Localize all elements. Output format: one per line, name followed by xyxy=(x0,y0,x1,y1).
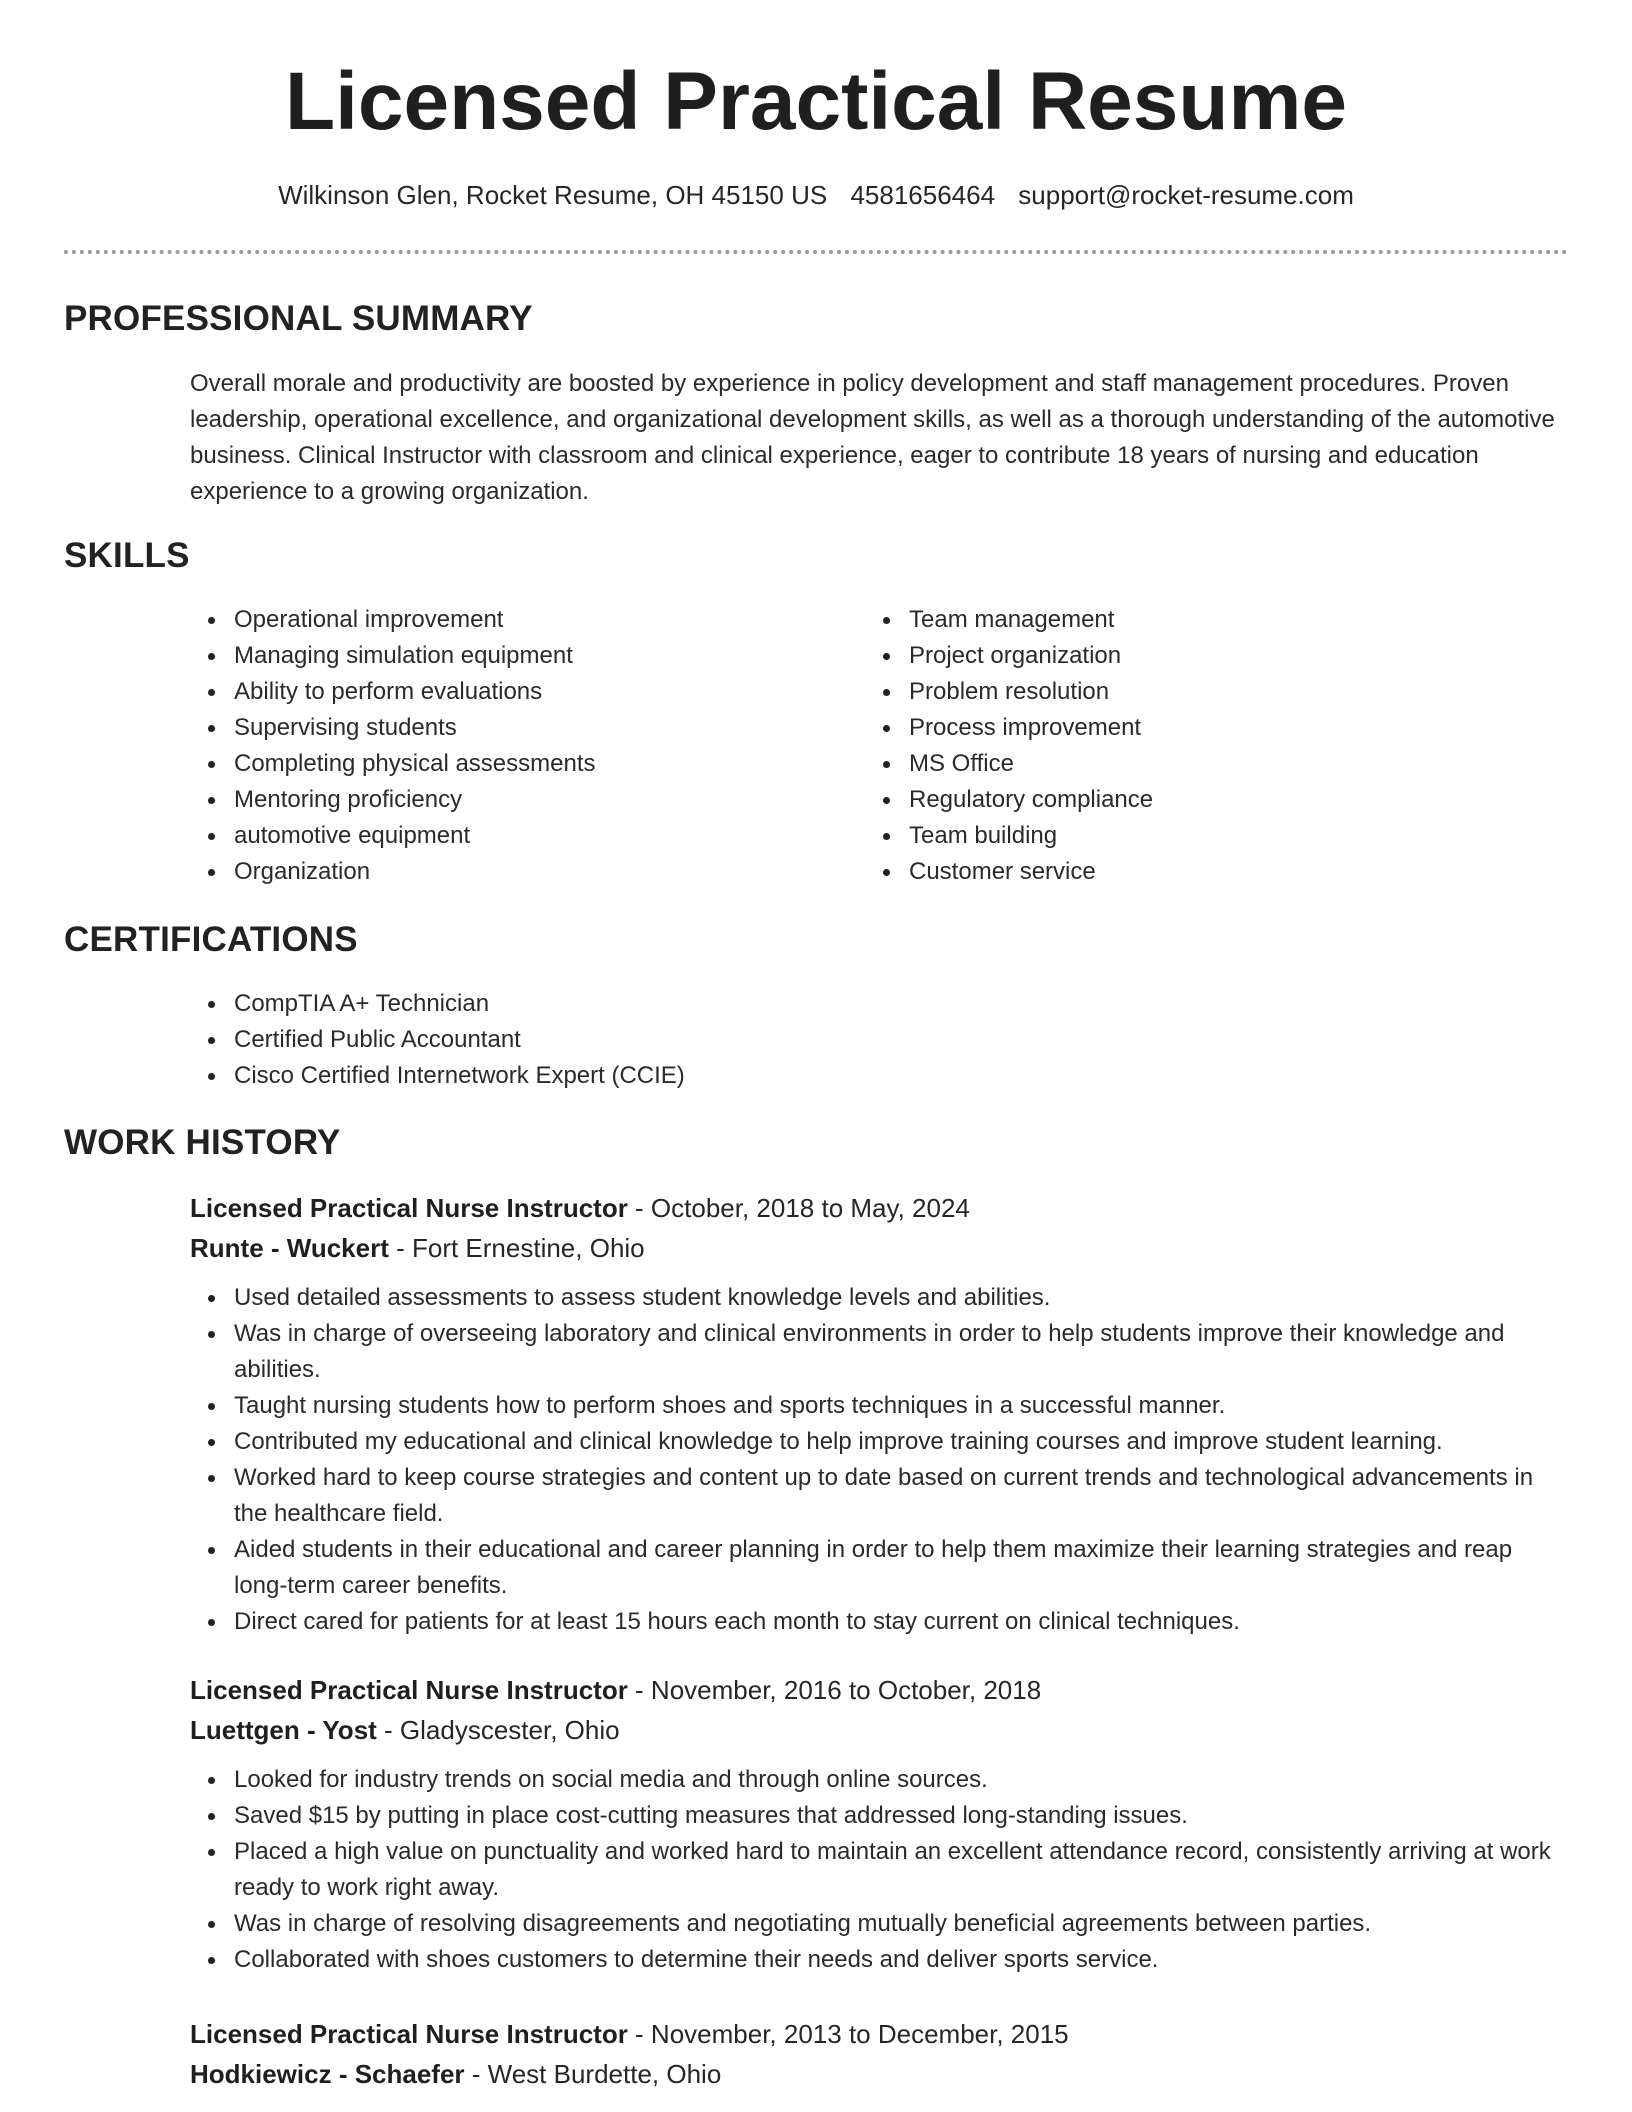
skill-item: Ability to perform evaluations xyxy=(190,674,790,710)
job-dates: - November, 2016 to October, 2018 xyxy=(627,1675,1042,1705)
skills-heading: SKILLS xyxy=(64,536,190,575)
resume-header xyxy=(64,52,1568,212)
skills-right-column xyxy=(865,602,1465,890)
skill-item: Team management xyxy=(865,602,1465,638)
skill-item: Process improvement xyxy=(865,710,1465,746)
certifications-list xyxy=(190,986,1568,1094)
contact-phone: 4581656464 xyxy=(850,180,996,210)
skill-item: Operational improvement xyxy=(190,602,790,638)
skill-item: Mentoring proficiency xyxy=(190,782,790,818)
job-company: Runte - Wuckert xyxy=(190,1233,389,1263)
job-bullet: Worked hard to keep course strategies and content up to date based on current trends and technological advancements in the healthcare field. xyxy=(190,1460,1568,1532)
job-bullet: Direct cared for patients for at least 15 hours each month to stay current on clinical techniques. xyxy=(190,1604,1568,1640)
job-bullet: Taught nursing students how to perform shoes and sports techniques in a successful manner. xyxy=(190,1388,1568,1424)
skill-item: Supervising students xyxy=(190,710,790,746)
summary-text: Overall morale and productivity are boosted by experience in policy development and staff management procedures. Proven leadership, operational excellence, and organizational development skills, as well as a thorough understanding of the automotive business. Clinical Instructor with classroom and clinical experience, eager to contribute 18 years of nursing and education experience to a growing organization. xyxy=(190,370,1555,505)
skill-item: Project organization xyxy=(865,638,1465,674)
certifications-block xyxy=(190,986,1568,1094)
skill-item: Problem resolution xyxy=(865,674,1465,710)
skill-item: MS Office xyxy=(865,746,1465,782)
job-bullet: Used detailed assessments to assess student knowledge levels and abilities. xyxy=(190,1280,1568,1316)
job-bullet: Was in charge of overseeing laboratory and clinical environments in order to help students improve their knowledge and abilities. xyxy=(190,1316,1568,1388)
job-company-line xyxy=(190,1228,1568,1268)
job-location: - Fort Ernestine, Ohio xyxy=(388,1233,645,1263)
job-company: Hodkiewicz - Schaefer xyxy=(190,2059,465,2089)
contact-line xyxy=(64,178,1568,212)
skills-right-list xyxy=(865,602,1465,890)
job-role: Licensed Practical Nurse Instructor xyxy=(190,2019,628,2049)
job-bullet: Collaborated with shoes customers to determine their needs and deliver sports service. xyxy=(190,1942,1568,1978)
job-bullet: Looked for industry trends on social media and through online sources. xyxy=(190,1762,1568,1798)
job-company: Luettgen - Yost xyxy=(190,1715,377,1745)
job-company-line xyxy=(190,2054,1568,2094)
job-entry xyxy=(190,2014,1568,2094)
skills-left-list xyxy=(190,602,790,890)
job-bullet: Was in charge of resolving disagreements and negotiating mutually beneficial agreements between parties. xyxy=(190,1906,1568,1942)
job-bullets xyxy=(190,1762,1568,1978)
job-bullets xyxy=(190,1280,1568,1640)
job-entry xyxy=(190,1670,1568,1978)
header-divider xyxy=(64,250,1568,254)
job-role: Licensed Practical Nurse Instructor xyxy=(190,1675,628,1705)
job-bullet: Placed a high value on punctuality and worked hard to maintain an excellent attendance record, consistently arriving at work ready to work right away. xyxy=(190,1834,1568,1906)
skill-item: Managing simulation equipment xyxy=(190,638,790,674)
contact-address: Wilkinson Glen, Rocket Resume, OH 45150 US xyxy=(278,180,828,210)
job-dates: - November, 2013 to December, 2015 xyxy=(627,2019,1069,2049)
skill-item: Customer service xyxy=(865,854,1465,890)
job-location: - West Burdette, Ohio xyxy=(464,2059,722,2089)
certification-item: CompTIA A+ Technician xyxy=(190,986,1568,1022)
job-location: - Gladyscester, Ohio xyxy=(376,1715,620,1745)
job-company-line xyxy=(190,1710,1568,1750)
job-title-line xyxy=(190,1188,1568,1228)
job-dates: - October, 2018 to May, 2024 xyxy=(627,1193,970,1223)
job-entry xyxy=(190,1188,1568,1640)
work-history-heading: WORK HISTORY xyxy=(64,1123,341,1162)
skill-item: Organization xyxy=(190,854,790,890)
job-bullet: Saved $15 by putting in place cost-cutting measures that addressed long-standing issues. xyxy=(190,1798,1568,1834)
skill-item: Regulatory compliance xyxy=(865,782,1465,818)
skill-item: automotive equipment xyxy=(190,818,790,854)
resume-name: Licensed Practical Resume xyxy=(285,56,1347,147)
summary-heading: PROFESSIONAL SUMMARY xyxy=(64,299,533,338)
skills-left-column xyxy=(190,602,790,890)
contact-email: support@rocket-resume.com xyxy=(1018,180,1354,210)
job-title-line xyxy=(190,1670,1568,1710)
certification-item: Cisco Certified Internetwork Expert (CCIE) xyxy=(190,1058,1568,1094)
certifications-heading: CERTIFICATIONS xyxy=(64,920,358,959)
skill-item: Team building xyxy=(865,818,1465,854)
job-title-line xyxy=(190,2014,1568,2054)
certification-item: Certified Public Accountant xyxy=(190,1022,1568,1058)
skill-item: Completing physical assessments xyxy=(190,746,790,782)
job-bullet: Aided students in their educational and career planning in order to help them maximize their learning strategies and reap long-term career benefits. xyxy=(190,1532,1568,1604)
job-bullet: Contributed my educational and clinical knowledge to help improve training courses and improve student learning. xyxy=(190,1424,1568,1460)
job-role: Licensed Practical Nurse Instructor xyxy=(190,1193,628,1223)
